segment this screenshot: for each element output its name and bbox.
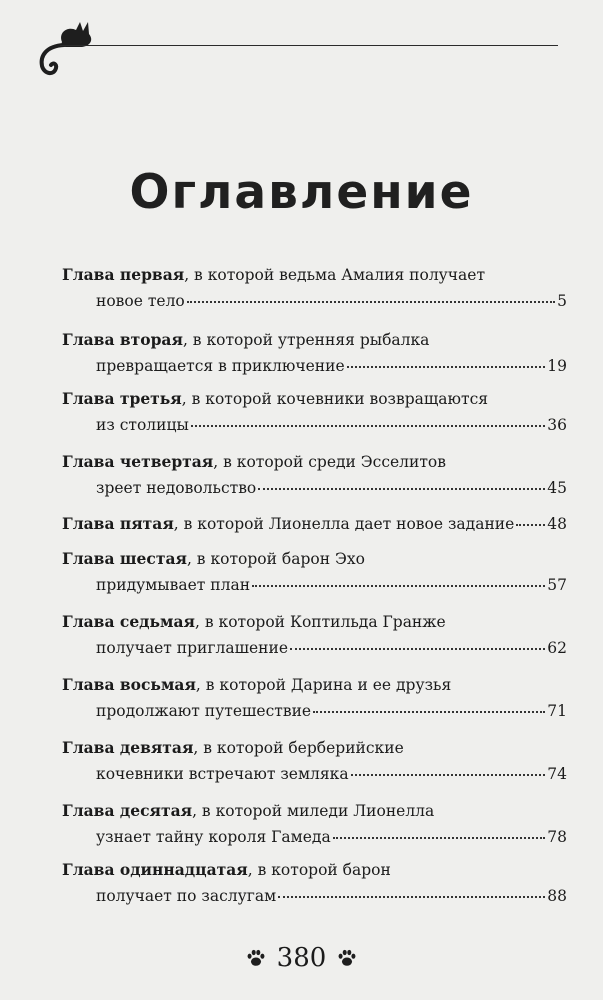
chapter-description: , в которой барон [247, 861, 391, 879]
chapter-description-cont: узнает тайну короля Гамеда [96, 828, 331, 846]
chapter-description: , в которой среди Эсселитов [213, 453, 446, 471]
chapter-title: Глава восьмая [62, 675, 196, 694]
page-title: Оглавление [129, 165, 474, 220]
page-number: 45 [547, 479, 567, 497]
chapter-description-cont: из столицы [96, 416, 189, 434]
dot-leader [290, 648, 545, 650]
chapter-description: , в которой барон Эхо [186, 550, 365, 568]
page-number: 36 [547, 416, 567, 434]
dot-leader [347, 366, 546, 368]
cat-icon [24, 14, 104, 84]
paw-icon [336, 947, 358, 969]
chapter-description: , в которой утренняя рыбалка [182, 331, 430, 349]
chapter-description-cont: получает по заслугам [96, 887, 277, 905]
page-number: 71 [547, 702, 567, 720]
dot-leader [516, 524, 545, 526]
chapter-title: Глава девятая [62, 738, 194, 757]
chapter-title: Глава седьмая [62, 612, 195, 631]
chapter-description-cont: придумывает план [96, 576, 251, 594]
page-number: 57 [547, 576, 567, 594]
dot-leader [187, 301, 555, 303]
chapter-description-cont: получает приглашение [96, 639, 289, 657]
chapter-description: , в которой Дарина и ее друзья [195, 676, 452, 694]
chapter-title: Глава шестая [62, 549, 187, 568]
chapter-description: , в которой миледи Лионелла [192, 802, 435, 820]
page-number: 48 [547, 515, 567, 533]
page-number: 78 [547, 828, 567, 846]
dot-leader [278, 896, 545, 898]
chapter-description-cont: новое тело [96, 292, 185, 310]
chapter-title: Глава четвертая [62, 452, 214, 471]
header-rule [60, 45, 558, 46]
dot-leader [252, 585, 545, 587]
chapter-title: Глава десятая [62, 801, 193, 820]
chapter-description-cont: продолжают путешествие [96, 702, 312, 720]
chapter-title: Глава пятая [62, 514, 174, 533]
chapter-description: , в которой Лионелла дает новое задание [173, 515, 515, 533]
paw-icon [245, 947, 267, 969]
chapter-title: Глава третья [62, 389, 182, 408]
chapter-description: , в которой кочевники возвращаются [181, 390, 489, 408]
page-number: 88 [547, 887, 567, 905]
chapter-description: , в которой Коптильда Гранже [195, 613, 446, 631]
dot-leader [333, 837, 546, 839]
page-number: 19 [547, 357, 567, 375]
chapter-description: , в которой ведьма Амалия получает [184, 266, 486, 284]
chapter-description-cont: превращается в приключение [96, 357, 345, 375]
dot-leader [258, 488, 545, 490]
chapter-title: Глава одиннадцатая [62, 860, 248, 879]
page-number: 5 [557, 292, 567, 310]
folio-page-number: 380 [276, 943, 327, 973]
page-number: 62 [547, 639, 567, 657]
dot-leader [313, 711, 545, 713]
dot-leader [191, 425, 545, 427]
dot-leader [351, 774, 546, 776]
chapter-title: Глава вторая [62, 330, 183, 349]
chapter-description: , в которой берберийские [193, 739, 404, 757]
chapter-description-cont: зреет недовольство [96, 479, 257, 497]
page-number: 74 [547, 765, 567, 783]
chapter-title: Глава первая [62, 265, 185, 284]
chapter-description-cont: кочевники встречают земляка [96, 765, 349, 783]
page-footer [0, 943, 603, 973]
